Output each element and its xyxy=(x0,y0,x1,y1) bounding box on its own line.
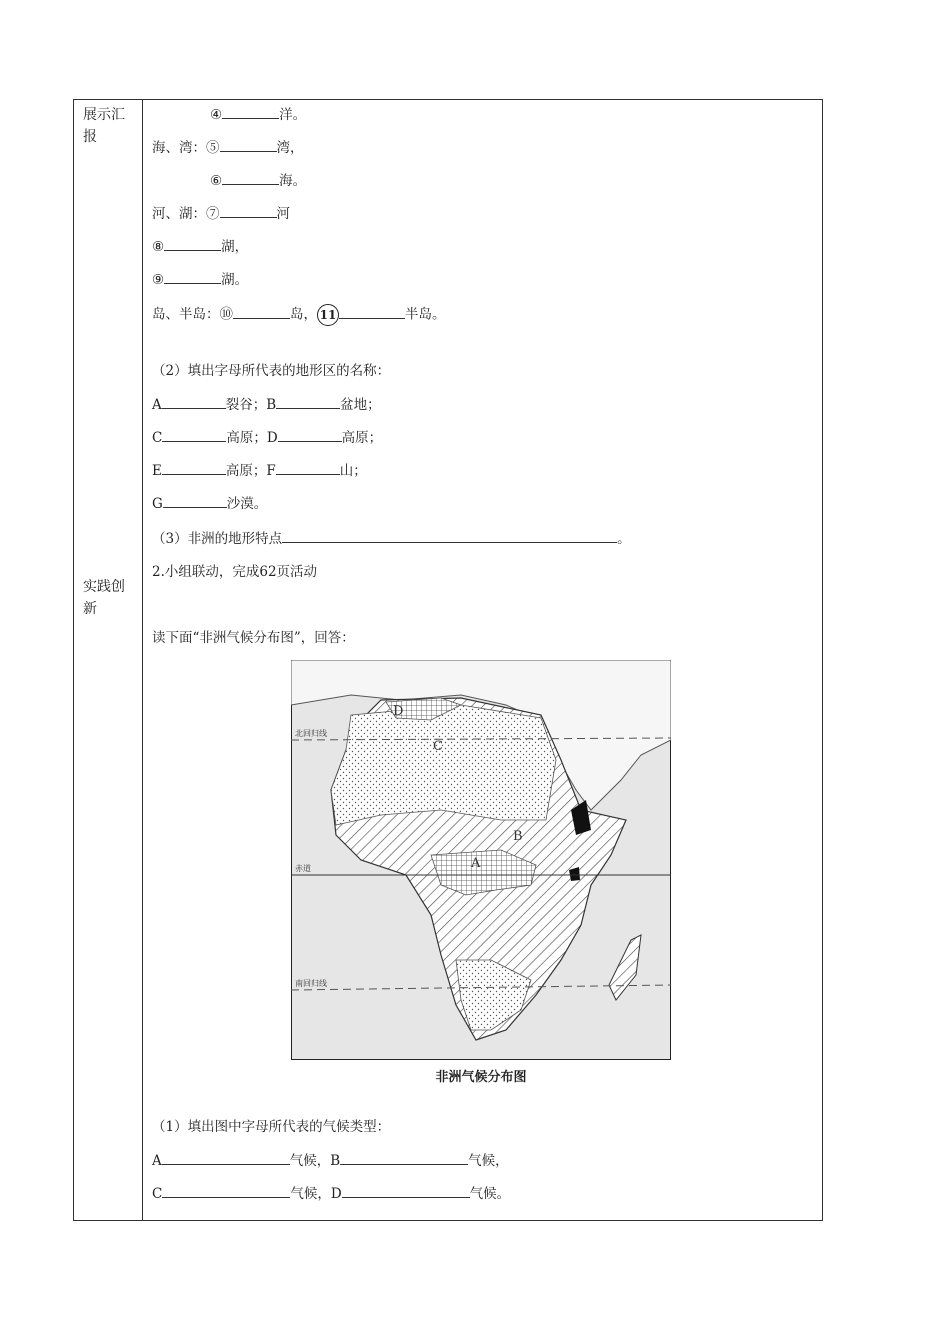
equator-label: 赤道 xyxy=(295,864,311,873)
table-column-divider xyxy=(142,99,143,1221)
map-caption: 非洲气候分布图 xyxy=(435,1070,527,1085)
africa-climate-map xyxy=(291,660,671,1060)
landform-row-ef: E 高原；F 山； xyxy=(152,463,367,479)
tropic-north-label: 北回归线 xyxy=(295,729,327,738)
item-5: 海、湾：⑤ 湾， xyxy=(152,140,304,156)
item-6: ⑥ 海。 xyxy=(210,173,307,189)
activity-instruction: 2.小组联动，完成62页活动 xyxy=(152,564,318,580)
item-7: 河、湖：⑦ 河 xyxy=(152,206,290,222)
landform-heading: （2）填出字母所代表的地形区的名称： xyxy=(152,363,391,379)
region-label-d: D xyxy=(393,704,404,719)
item-10-11: 岛、半岛：⑩ 岛， 11 半岛。 xyxy=(152,304,446,326)
item-9: ⑨ 湖。 xyxy=(152,272,249,288)
region-label-c: C xyxy=(433,739,443,754)
map-reading-instruction: 读下面“非洲气候分布图”，回答： xyxy=(152,630,355,646)
item-8: ⑧ 湖， xyxy=(152,239,249,255)
circled-number-11: 11 xyxy=(317,304,339,326)
item-4: ④ 洋。 xyxy=(210,107,307,123)
region-label-b: B xyxy=(513,829,523,844)
side-label-practice: 实践创新 xyxy=(83,579,125,617)
climate-row-cd: C 气候，D 气候。 xyxy=(152,1186,511,1202)
climate-row-ab: A 气候，B 气候， xyxy=(152,1153,509,1169)
landform-row-ab: A 裂谷；B 盆地； xyxy=(152,397,381,413)
landform-row-g: G 沙漠。 xyxy=(152,496,268,512)
tropic-south-label: 南回归线 xyxy=(295,979,327,988)
side-label-report: 展示汇报 xyxy=(83,107,125,145)
landform-row-cd: C 高原；D 高原； xyxy=(152,430,383,446)
terrain-feature-question: （3）非洲的地形特点 。 xyxy=(152,531,631,547)
climate-heading: （1）填出图中字母所代表的气候类型： xyxy=(152,1119,391,1135)
region-label-a: A xyxy=(471,856,481,871)
